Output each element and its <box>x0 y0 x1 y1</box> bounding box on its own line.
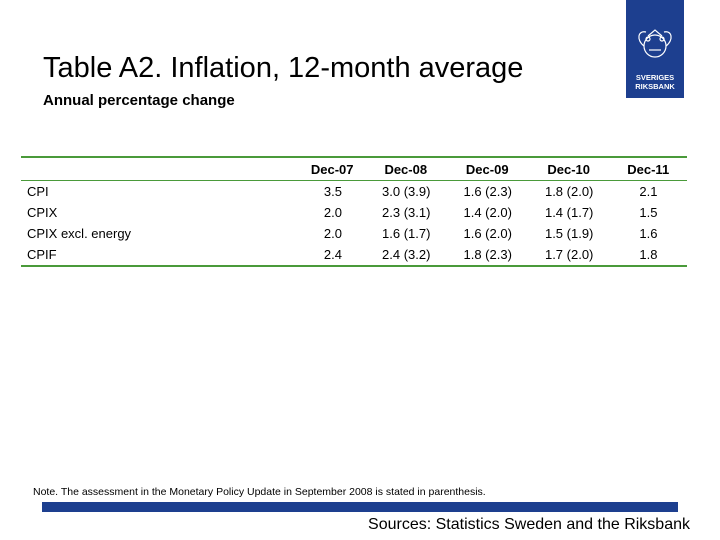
table-cell: 2.4 <box>323 247 342 262</box>
table-cell: 1.6 (2.3) <box>463 184 512 199</box>
table-cell: 2.4 (3.2) <box>382 247 431 262</box>
slide-title: Table A2. Inflation, 12-month average <box>43 52 524 84</box>
table-row <box>21 223 687 244</box>
table-cell: 1.5 (1.9) <box>544 226 594 241</box>
logo-text-riksbank: RIKSBANK <box>635 82 675 91</box>
column-header: Dec-10 <box>547 161 591 177</box>
table-cell: 2.0 <box>323 226 342 241</box>
table-cell: 1.5 <box>639 205 658 220</box>
column-header: Dec-08 <box>384 161 428 177</box>
row-label: CPIX <box>27 205 58 220</box>
table-cell: 1.4 (2.0) <box>463 205 512 220</box>
table-cell: 2.0 <box>323 205 342 220</box>
table-cell: 3.0 (3.9) <box>382 184 431 199</box>
sources-text: Sources: Statistics Sweden and the Riksbank <box>368 516 690 533</box>
table-header-row <box>21 158 687 180</box>
table-cell: 3.5 <box>323 184 342 199</box>
column-header: Dec-11 <box>627 161 670 177</box>
table-cell: 1.8 (2.0) <box>544 184 594 199</box>
riksbank-logo <box>626 0 684 98</box>
column-header: Dec-09 <box>465 161 509 177</box>
header-label-cell <box>21 158 299 180</box>
slide-subtitle: Annual percentage change <box>43 92 235 109</box>
table-cell: 2.1 <box>639 184 658 199</box>
logo-text-sveriges: SVERIGES <box>635 73 675 82</box>
footer-bar <box>42 502 678 512</box>
row-label: CPI <box>27 184 49 199</box>
table-row <box>21 202 687 223</box>
table-cell: 1.6 (1.7) <box>382 226 431 241</box>
table-cell: 1.7 (2.0) <box>544 247 594 262</box>
row-label: CPIF <box>27 247 57 262</box>
table-row <box>21 181 687 202</box>
row-label: CPIX excl. energy <box>27 226 132 241</box>
table-note: Note. The assessment in the Monetary Policy Update in September 2008 is stated in parenthesis. <box>33 486 486 498</box>
table-cell: 1.6 <box>639 226 658 241</box>
column-header: Dec-07 <box>310 161 354 177</box>
inflation-table <box>21 156 687 267</box>
table-cell: 1.6 (2.0) <box>463 226 512 241</box>
table-cell: 1.8 (2.3) <box>463 247 512 262</box>
table-cell: 1.4 (1.7) <box>544 205 594 220</box>
table-bottom-rule <box>21 265 687 267</box>
table-cell: 1.8 <box>639 247 658 262</box>
table-row <box>21 244 687 265</box>
table-cell: 2.3 (3.1) <box>382 205 431 220</box>
